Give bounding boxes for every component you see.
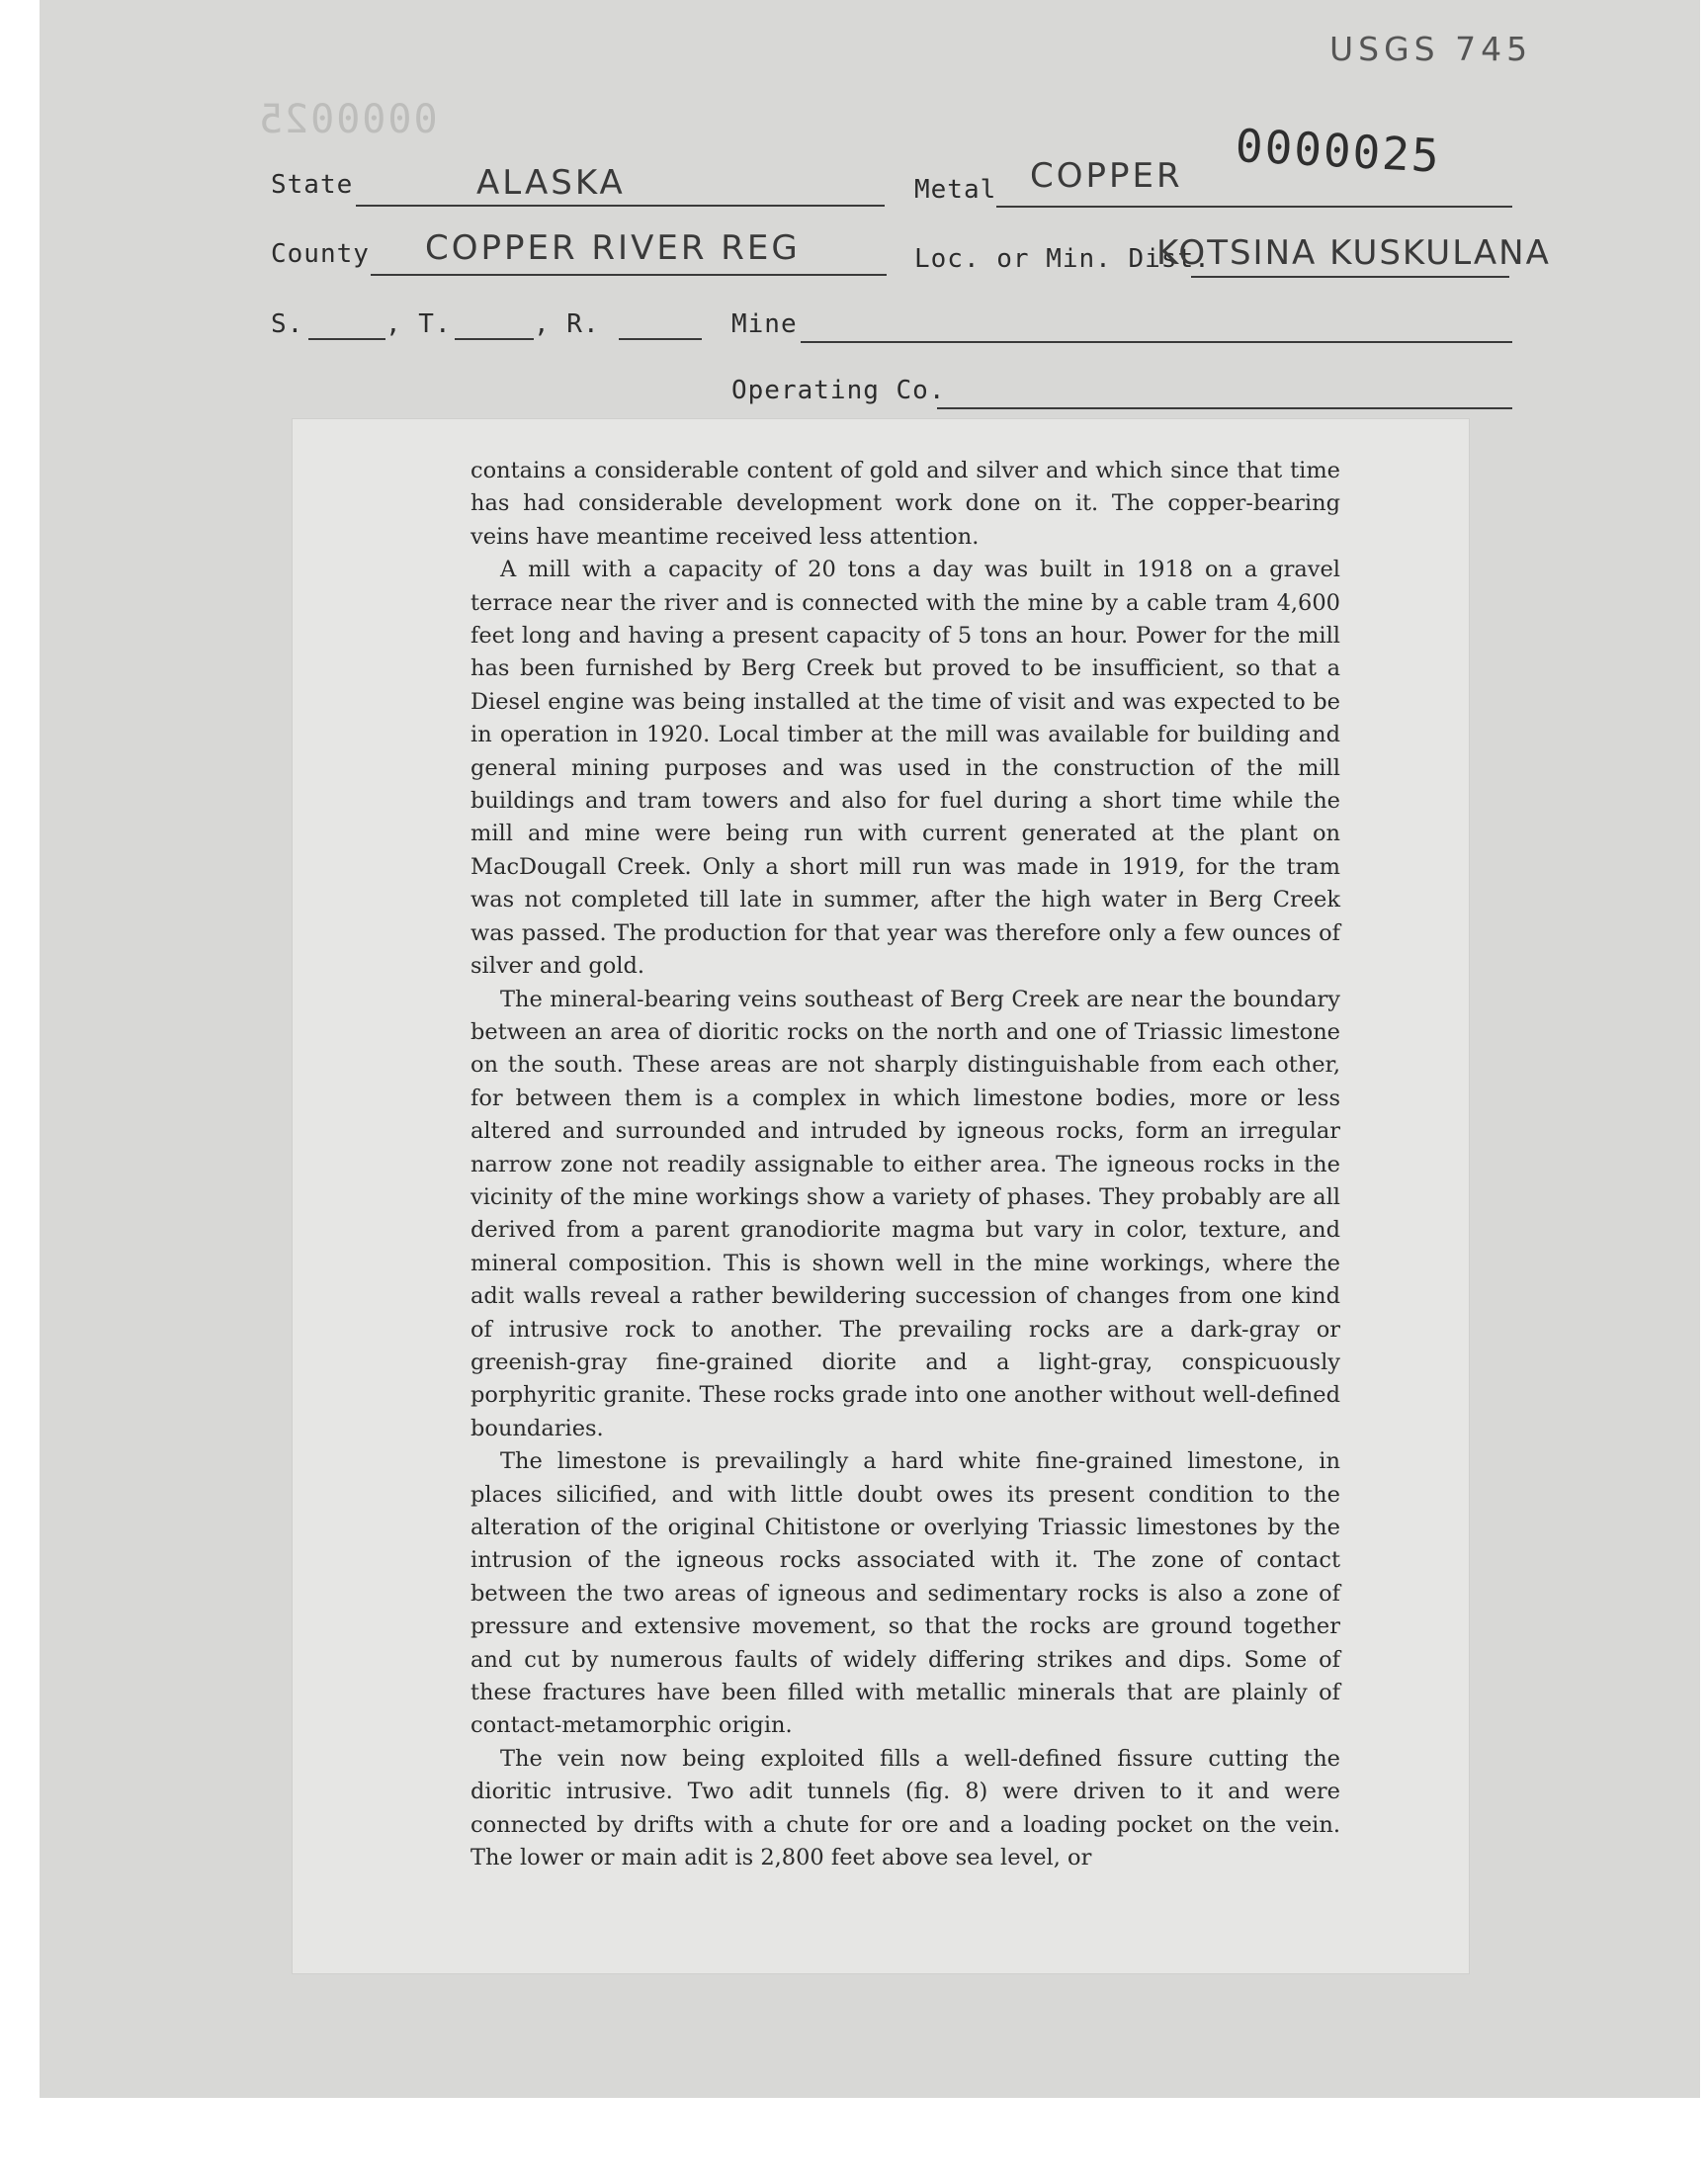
mine-line xyxy=(801,341,1512,343)
record-card xyxy=(40,0,1700,2098)
metal-line xyxy=(996,206,1512,208)
state-label: State xyxy=(271,170,354,200)
township-label: , T. xyxy=(385,309,452,339)
stamp-number: 0000025 xyxy=(1234,119,1443,183)
county-line xyxy=(371,274,887,276)
paragraph-2: A mill with a capacity of 20 tons a day was built in 1918 on a gravel terrace near the river and is connected with the mine by a cable tram 4,600 feet long and having a present capacity of 5 tons an hour. Power for the mill has been furnished by Berg Creek but proved to be insufficient, so that a Diesel engine was being installed at the time of visit and was expected to be in operation in 1920. Local timber at the mill was available for building and general mining purposes and was used in the construction of the mill buildings and tram towers and also for fuel during a short time while the mill and mine were being run with current generated at the plant on MacDougall Creek. Only a short mill run was made in 1919, for the tram was not completed till late in summer, after the high water in Berg Creek was passed. The production for that year was therefore only a few ounces of silver and gold. xyxy=(470,557,1340,980)
text-clipping xyxy=(293,419,1469,1973)
range-label: , R. xyxy=(534,309,600,339)
township-line xyxy=(455,338,534,340)
metal-label: Metal xyxy=(914,175,997,205)
district-value: KOTSINA KUSKULANA xyxy=(1156,233,1551,273)
state-line xyxy=(356,205,885,207)
metal-value: COPPER xyxy=(1030,156,1183,196)
state-value: ALASKA xyxy=(476,163,626,203)
section-line xyxy=(308,338,385,340)
operating-label: Operating Co. xyxy=(731,376,946,405)
operating-line xyxy=(937,407,1512,409)
paragraph-1: contains a considerable content of gold and silver and which since that time has had considerable development work done on it. The copper-bearing veins have meantime received less attention. xyxy=(470,458,1340,550)
range-line xyxy=(619,338,702,340)
section-label: S. xyxy=(271,309,304,339)
usgs-number: USGS 745 xyxy=(1329,30,1533,68)
paragraph-5: The vein now being exploited fills a well-defined fissure cutting the dioritic intrusive. Two adit tunnels (fig. 8) were driven to it and were connected by drifts with a chute for ore and a loading pocket on the vein. The lower or main adit is 2,800 feet above sea level, or xyxy=(470,1745,1340,1871)
district-line xyxy=(1191,276,1509,278)
district-label: Loc. or Min. Dist. xyxy=(914,244,1211,274)
mine-label: Mine xyxy=(731,309,798,339)
ghost-number: 0000025 xyxy=(257,97,438,142)
county-value: COPPER RIVER REG xyxy=(425,228,801,268)
clipping-text xyxy=(470,455,1340,1874)
paragraph-3: The mineral-bearing veins southeast of Berg Creek are near the boundary between an area of dioritic rocks on the north and one of Triassic limestone on the south. These areas are not sharply distinguishable from each other, for between them is a complex in which limestone bodies, more or less altered and surrounded and intruded by igneous rocks, form an irregular narrow zone not readily assignable to either area. The igneous rocks in the vicinity of the mine workings show a variety of phases. They probably are all derived from a parent granodiorite magma but vary in color, texture, and mineral composition. This is shown well in the mine workings, where the adit walls reveal a rather bewildering succession of changes from one kind of intrusive rock to another. The prevailing rocks are a dark-gray or greenish-gray fine-grained diorite and a light-gray, conspicuously porphyritic granite. These rocks grade into one another without well-defined boundaries. xyxy=(470,986,1340,1441)
county-label: County xyxy=(271,239,370,269)
paragraph-4: The limestone is prevailingly a hard white fine-grained limestone, in places silicified, and with little doubt owes its present condition to the alteration of the original Chitistone or overlying Triassic limestones by the intrusion of the igneous rocks associated with it. The zone of contact between the two areas of igneous and sedimentary rocks is also a zone of pressure and extensive movement, so that the rocks are ground together and cut by numerous faults of widely differing strikes and dips. Some of these fractures have been filled with metallic minerals that are plainly of contact-metamorphic origin. xyxy=(470,1448,1340,1739)
